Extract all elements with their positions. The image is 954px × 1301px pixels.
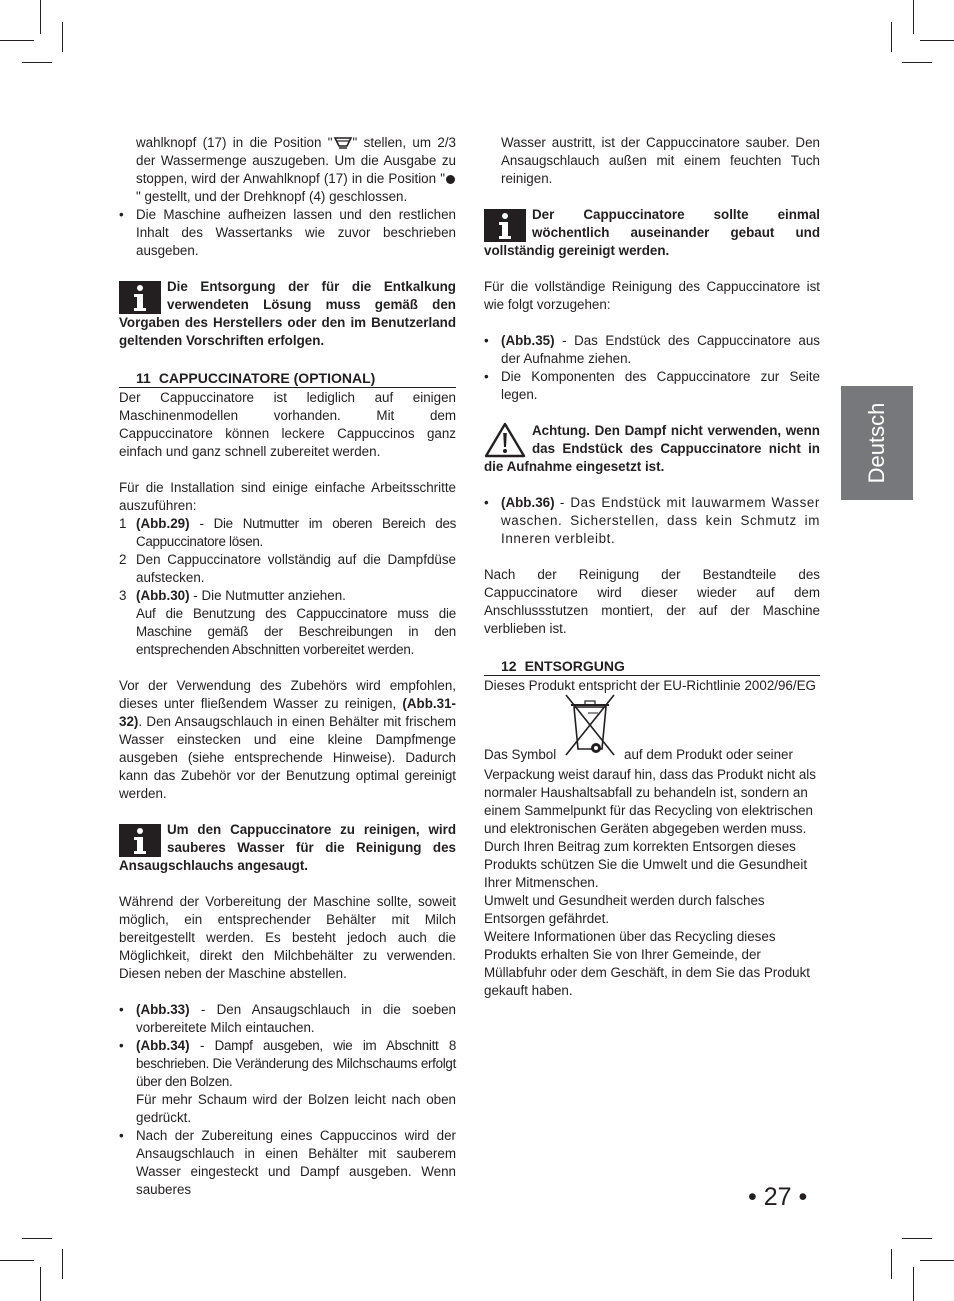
step-note: Auf die Benutzung des Cappuccinatore muss die Maschine gemäß der Beschreibungen in den entsprechenden Abschnitten vorbereitet werden.	[136, 606, 456, 657]
warning-note: Achtung. Den Dampf nicht verwenden, wenn das Endstück des Cappuccinatore nicht in die Aufnahme eingesetzt ist.	[484, 423, 820, 474]
crop-mark	[22, 62, 52, 63]
list-item-note: Für mehr Schaum wird der Bolzen leicht nach oben gedrückt.	[136, 1092, 456, 1125]
step-item: 3 (Abb.30) - Die Nutmutter anziehen.	[119, 588, 346, 603]
cleaning-intro: Für die vollständige Reinigung des Cappuccinatore ist wie folgt vorzugehen:	[484, 279, 820, 312]
cup-icon	[333, 137, 353, 149]
crop-mark	[920, 40, 954, 41]
info-note: Der Cappuccinatore sollte einmal wöchentlich auseinander gebaut und vollständig gereinigt werden.	[484, 207, 820, 258]
info-icon	[484, 209, 526, 242]
crop-mark	[902, 1238, 932, 1239]
crop-mark	[913, 0, 914, 34]
after-cleaning-paragraph: Nach der Reinigung der Bestandteile des Cappuccinatore wird dieser wieder auf dem Anschlussstutzen montiert, der auf der Maschine verblieben ist.	[484, 567, 820, 636]
install-intro: Für die Installation sind einige einfache Arbeitsschritte auszuführen:	[119, 480, 456, 513]
step-item: 2 Den Cappuccinatore vollständig auf die Dampfdüse aufstecken.	[119, 552, 456, 585]
info-note: Die Entsorgung der für die Entkalkung verwendeten Lösung muss gemäß den Vorgaben des Herstellers oder den im Benutzerland geltenden Vorschriften erfolgen.	[119, 279, 456, 348]
crop-mark	[22, 1238, 52, 1239]
preparation-paragraph: Während der Vorbereitung der Maschine sollte, soweit möglich, ein entsprechender Behälter mit Milch bereitgestellt werden. Es besteht jedoch auch die Möglichkeit, direkt den Milchbehälter zu verwenden. Diesen neben der Maschine abstellen.	[119, 894, 456, 981]
crop-mark	[40, 1267, 41, 1301]
crop-mark	[891, 1249, 892, 1279]
warning-icon	[484, 422, 526, 458]
list-item: • Die Komponenten des Cappuccinatore zur Seite legen.	[484, 369, 820, 402]
intro-paragraph: Der Cappuccinatore ist lediglich auf einigen Maschinenmodellen vorhanden. Mit dem Cappuccinatore können leckere Cappuccinos ganz einfach und ganz schnell zubereitet werden.	[119, 390, 456, 459]
crop-mark	[62, 1249, 63, 1279]
list-item: • (Abb.33) - Den Ansaugschlauch in die soeben vorbereitete Milch eintauchen.	[119, 1002, 456, 1035]
continued-paragraph: Wasser austritt, ist der Cappuccinatore sauber. Den Ansaugschlauch außen mit einem feuchten Tuch reinigen.	[501, 135, 820, 186]
crop-mark	[0, 40, 34, 41]
info-icon	[119, 281, 161, 314]
eu-directive: Dieses Produkt entspricht der EU-Richtlinie 2002/96/EG	[484, 678, 816, 693]
crop-mark	[40, 0, 41, 34]
weee-symbol-row	[484, 693, 820, 773]
disposal-paragraph: Verpackung weist darauf hin, dass das Produkt nicht als normaler Haushaltsabfall zu behandeln ist, sondern an einem Sammelpunkt für das Recycling von elektrischen und elektronischen Geräten abgegeben werden muss. Durch Ihren Beitrag zum korrekten Entsorgen dieses Produkts schützen Sie die Umwelt und die Gesundheit Ihrer Mitmenschen.	[484, 767, 816, 890]
right-column	[484, 134, 820, 1000]
list-item: • Die Maschine aufheizen lassen und den restlichen Inhalt des Wassertanks wie zuvor beschrieben ausgeben.	[119, 207, 456, 258]
crop-mark	[891, 22, 892, 52]
crop-mark	[902, 62, 932, 63]
crop-mark	[62, 22, 63, 52]
list-item: • (Abb.34) - Dampf ausgeben, wie im Abschnitt 8 beschrieben. Die Veränderung des Milchschaums erfolgt über den Bolzen.	[119, 1038, 456, 1089]
left-column	[119, 134, 456, 1199]
list-item: • Nach der Zubereitung eines Cappuccinos wird der Ansaugschlauch in einen Behälter mit sauberem Wasser eingesteckt und Dampf ausgeben. Wenn sauberes	[119, 1128, 456, 1197]
before-use-paragraph: Vor der Verwendung des Zubehörs wird empfohlen, dieses unter fließendem Wasser zu reinigen, (Abb.31-32). Den Ansaugschlauch in einen Behälter mit frischem Wasser einstecken und eine kleine Dampfmenge ausgeben (siehe entsprechende Hinweise). Dadurch kann das Zubehör vor der Benutzung optimal gereinigt werden.	[119, 678, 456, 801]
symbol-label-a: Das Symbol	[484, 747, 557, 762]
info-icon	[119, 824, 161, 857]
info-note: Um den Cappuccinatore zu reinigen, wird sauberes Wasser für die Reinigung des Ansaugschlauchs angesaugt.	[119, 822, 456, 873]
list-item: • (Abb.35) - Das Endstück des Cappuccinatore aus der Aufnahme ziehen.	[484, 333, 820, 366]
section-heading-entsorgung: 12 ENTSORGUNG	[484, 658, 820, 676]
list-item: • (Abb.36) - Das Endstück mit lauwarmem Wasser waschen. Sicherstellen, dass kein Schmutz im Inneren verbleibt.	[484, 495, 820, 546]
step-item: 1 (Abb.29) - Die Nutmutter im oberen Bereich des Cappuccinatore lösen.	[119, 516, 456, 549]
language-tab: Deutsch	[841, 386, 913, 500]
paragraph-selector-position: wahlknopf (17) in die Position " " stellen, um 2/3 der Wassermenge auszugeben. Um die Ausgabe zu stoppen, wird der Anwahlknopf (17) in die Position "" gestellt, und der Drehknopf (4) geschlossen.	[136, 135, 456, 204]
environment-paragraph: Umwelt und Gesundheit werden durch falsches Entsorgen gefährdet.	[484, 893, 765, 926]
symbol-label-b: auf dem Produkt oder seiner	[624, 747, 793, 762]
crossed-out-bin-icon	[558, 693, 620, 759]
crop-mark	[913, 1267, 914, 1301]
crop-mark	[920, 1260, 954, 1261]
page-number: • 27 •	[748, 1183, 808, 1211]
dot-icon	[445, 174, 456, 185]
section-heading-cappuccinatore: 11 CAPPUCCINATORE (OPTIONAL)	[119, 370, 456, 388]
crop-mark	[0, 1260, 34, 1261]
more-info-paragraph: Weitere Informationen über das Recycling dieses Produkts erhalten Sie von Ihrer Gemeinde, der Müllabfuhr oder dem Geschäft, in dem Sie das Produkt gekauft haben.	[484, 929, 811, 998]
